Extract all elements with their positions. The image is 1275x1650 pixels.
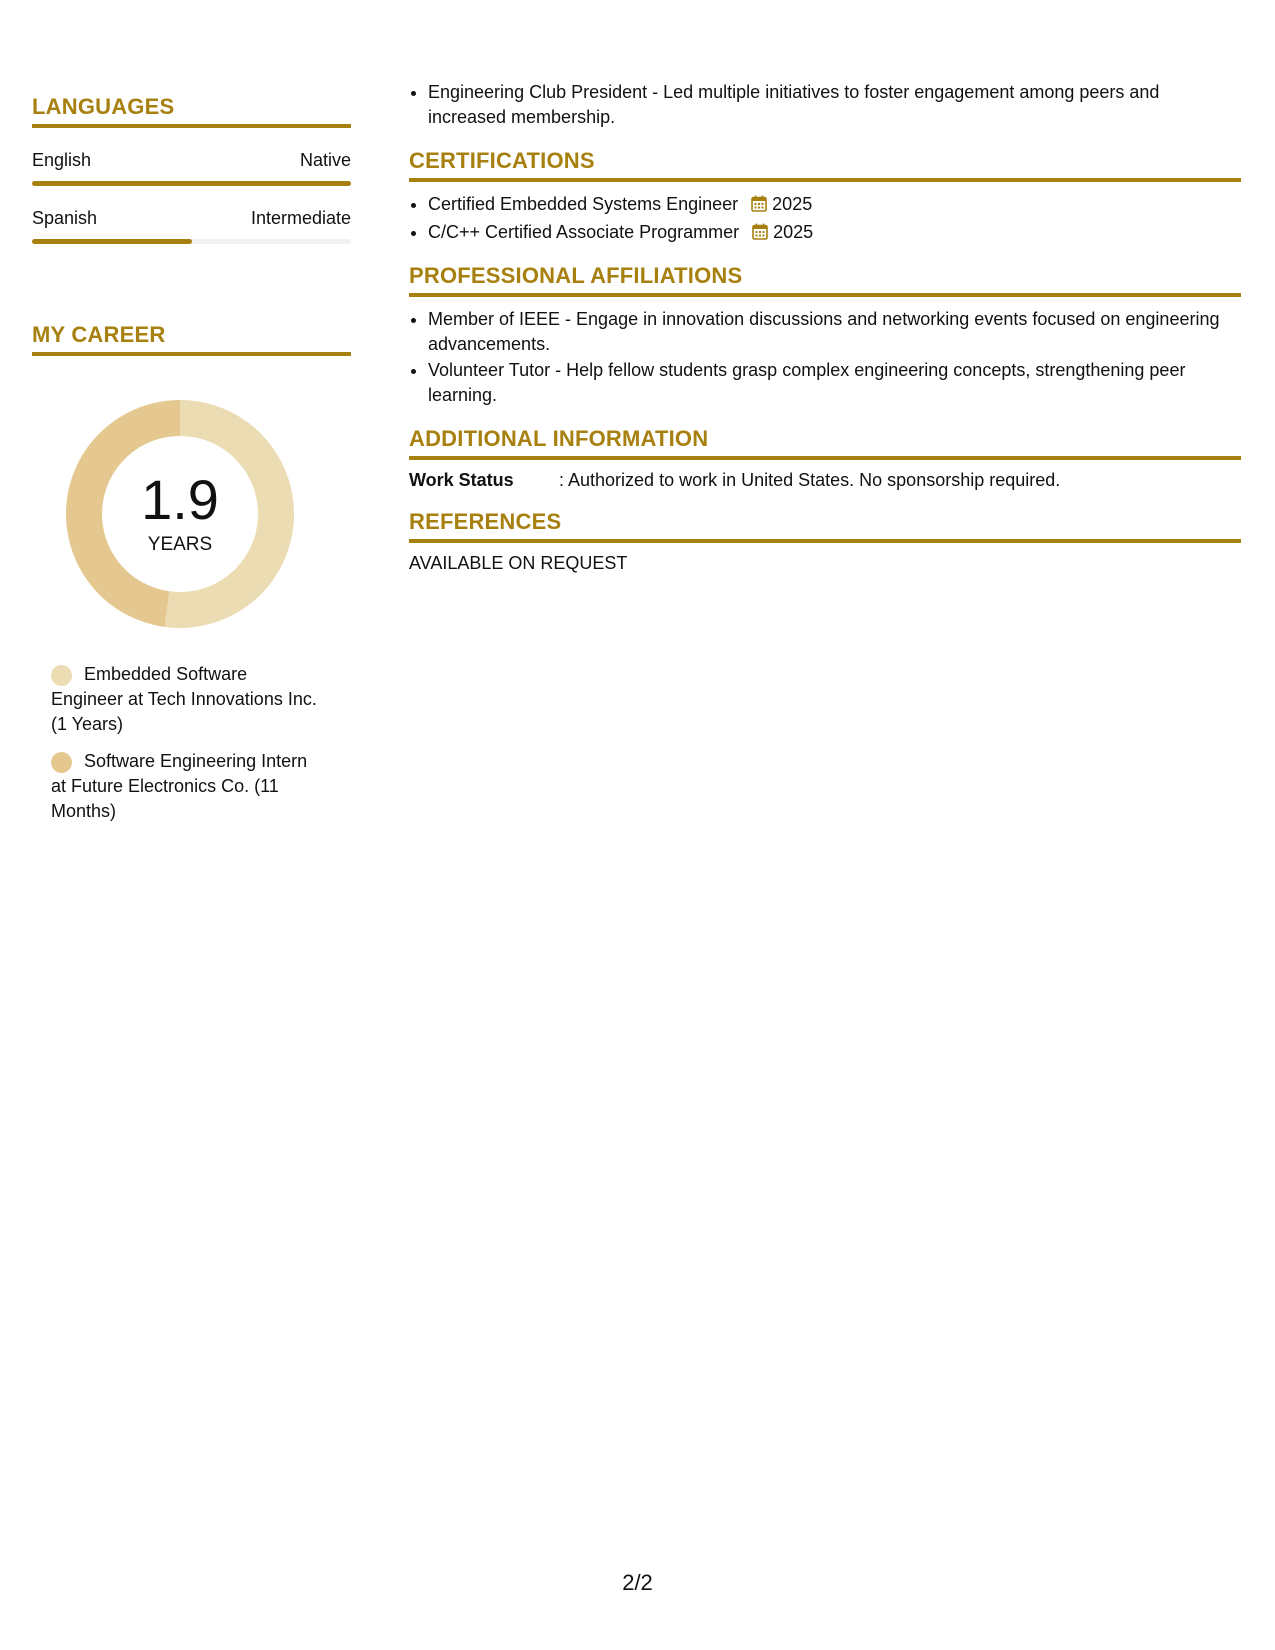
affiliations-section (409, 263, 1241, 408)
references-heading: REFERENCES (409, 509, 1241, 543)
list-item: • Member of IEEE - Engage in innovation discussions and networking events focused on engineering advancements. (428, 307, 1241, 357)
references-text: AVAILABLE ON REQUEST (409, 553, 628, 573)
language-name: English (32, 150, 92, 170)
certifications-heading: CERTIFICATIONS (409, 148, 1241, 182)
career-donut-chart (66, 400, 294, 628)
work-status-row (409, 470, 1241, 491)
career-heading: MY CAREER (32, 322, 351, 356)
certification-name: Certified Embedded Systems Engineer (428, 194, 739, 214)
list-item: • Volunteer Tutor - Help fellow students grasp complex engineering concepts, strengthening peer learning. (428, 358, 1241, 408)
affiliations-heading: PROFESSIONAL AFFILIATIONS (409, 263, 1241, 297)
references-section (409, 509, 1241, 574)
list-item: • Engineering Club President - Led multiple initiatives to foster engagement among peers and increased membership. (428, 80, 1241, 130)
language-name: Spanish (32, 208, 98, 228)
certification-year: 2025 (773, 222, 814, 242)
career-legend-item (51, 749, 321, 824)
certification-year: 2025 (772, 194, 813, 214)
career-total-unit: YEARS (147, 534, 213, 555)
language-bar-fill (32, 239, 192, 244)
career-total-value: 1.9 (141, 468, 219, 531)
language-level: Native (299, 150, 351, 170)
language-bar (32, 181, 351, 186)
legend-dot (51, 665, 72, 686)
legend-dot (51, 752, 72, 773)
page-number: 2/2 (622, 1570, 653, 1595)
certification-name: C/C++ Certified Associate Programmer (428, 222, 740, 242)
certification-item (428, 192, 1241, 217)
certifications-section (409, 148, 1241, 245)
career-legend-label: Embedded Software Engineer at Tech Innovations Inc. (1 Years) (51, 664, 317, 734)
work-status-value: : Authorized to work in United States. No sponsorship required. (559, 470, 1061, 490)
career-legend-item (51, 662, 321, 737)
language-item (32, 208, 351, 244)
calendar-icon (752, 222, 768, 239)
additional-info-heading: ADDITIONAL INFORMATION (409, 426, 1241, 460)
affiliations-list (409, 307, 1241, 408)
language-bar (32, 239, 351, 244)
language-bar-fill (32, 181, 351, 186)
career-legend-label: Software Engineering Intern at Future Electronics Co. (11 Months) (51, 751, 308, 821)
certification-item (428, 220, 1241, 245)
sidebar (32, 94, 351, 824)
work-status-label: Work Status (409, 470, 514, 490)
main-content (409, 80, 1241, 574)
language-level: Intermediate (250, 208, 351, 228)
calendar-icon (751, 194, 767, 211)
language-item (32, 150, 351, 186)
activities-list (409, 80, 1241, 130)
certifications-list (409, 192, 1241, 245)
additional-info-section (409, 426, 1241, 491)
languages-heading: LANGUAGES (32, 94, 351, 128)
career-legend (51, 662, 321, 824)
